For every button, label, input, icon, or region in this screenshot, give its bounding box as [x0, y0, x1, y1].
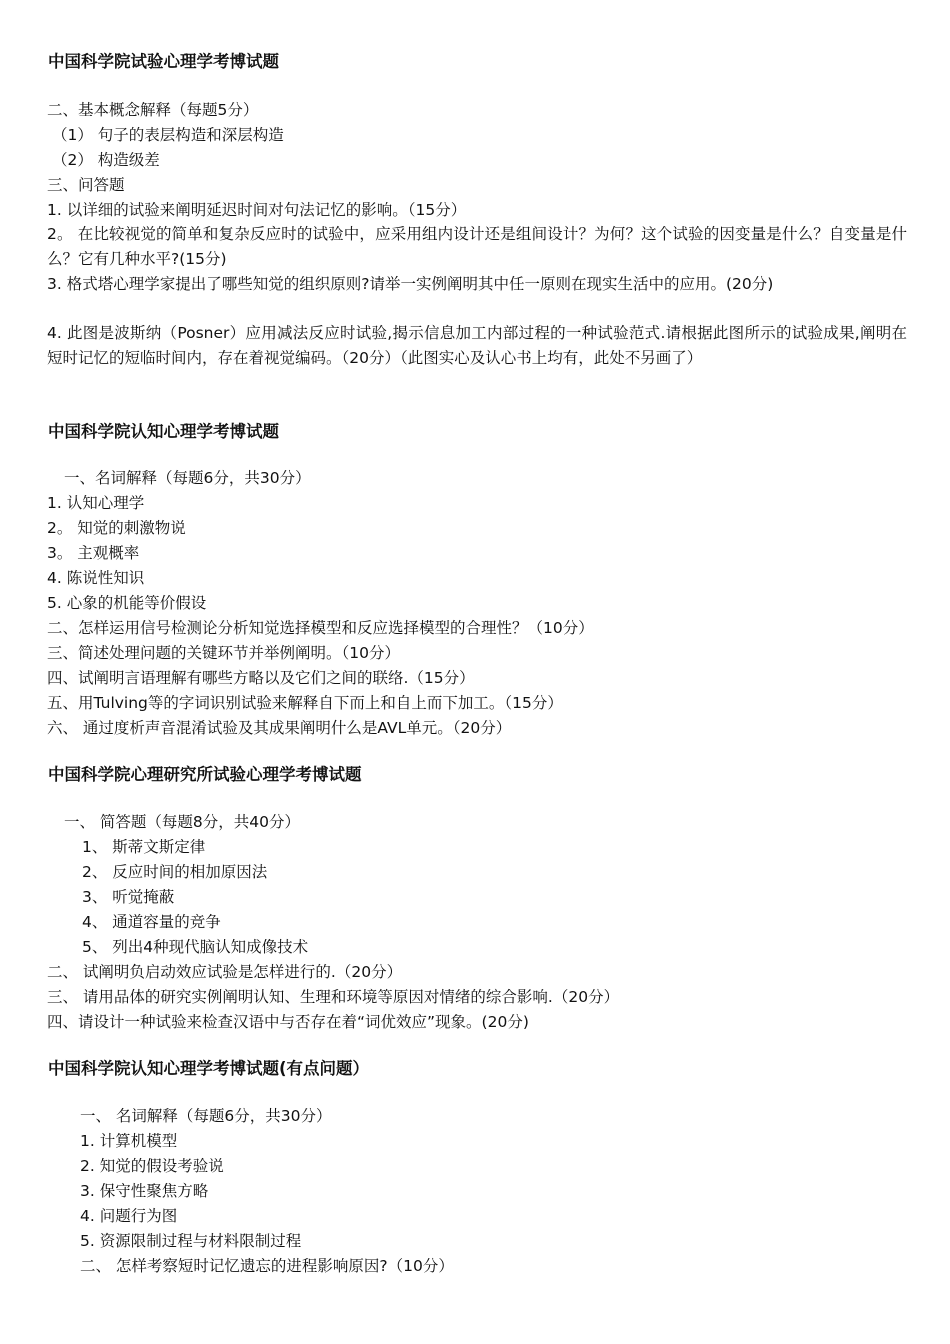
section-2-term-5: 5. 心象的机能等价假设 — [47, 594, 207, 612]
section-4-heading-1: 一、 名词解释（每题6分，共30分） — [80, 1107, 332, 1125]
section-1-question-4: 4. 此图是波斯纳（Posner）应用减法反应时试验,揭示信息加工内部过程的一种试验范式.请根据此图所示的试验成果,阐明在短时记忆的短临时间内，存在着视觉编码。（20分）（此图实心及认心书上均有，此处不另画了） — [47, 324, 907, 367]
section-4-term-2: 2. 知觉的假设考验说 — [80, 1157, 224, 1175]
section-4-term-4: 4. 问题行为图 — [80, 1207, 178, 1225]
section-3-question-4: 四、请设计一种试验来检查汉语中与否存在着“词优效应”现象。(20分) — [47, 1013, 529, 1031]
section-2-term-4: 4. 陈说性知识 — [47, 569, 145, 587]
section-3-question-3: 三、 请用品体的研究实例阐明认知、生理和环境等原因对情绪的综合影响.（20分） — [47, 988, 620, 1006]
section-1-question-1: 1. 以详细的试验来阐明延迟时间对句法记忆的影响。（15分） — [47, 201, 467, 219]
section-3-term-3: 3、 听觉掩蔽 — [82, 888, 175, 906]
section-3-term-5: 5、 列出4种现代脑认知成像技术 — [82, 938, 309, 956]
section-2-term-2: 2。 知觉的刺激物说 — [47, 519, 186, 537]
section-3-heading-1: 一、 简答题（每题8分，共40分） — [64, 813, 301, 831]
section-2-question-4: 四、试阐明言语理解有哪些方略以及它们之间的联络.（15分） — [47, 669, 475, 687]
section-4-term-3: 3. 保守性聚焦方略 — [80, 1182, 209, 1200]
section-3-term-1: 1、 斯蒂文斯定律 — [82, 838, 206, 856]
section-1-concept-1: （1） 句子的表层构造和深层构造 — [52, 126, 284, 144]
section-1-question-3: 3. 格式塔心理学家提出了哪些知觉的组织原则?请举一实例阐明其中任一原则在现实生活中的应用。(20分) — [47, 275, 774, 293]
section-4-question-2: 二、 怎样考察短时记忆遗忘的进程影响原因?（10分） — [80, 1257, 454, 1275]
section-3-question-2: 二、 试阐明负启动效应试验是怎样进行的.（20分） — [47, 963, 403, 981]
section-1-heading-3: 三、问答题 — [47, 176, 125, 194]
section-3-term-4: 4、 通道容量的竞争 — [82, 913, 221, 931]
section-3-title: 中国科学院心理研究所试验心理学考博试题 — [48, 765, 362, 784]
section-2-question-5: 五、用Tulving等的字词识别试验来解释自下而上和自上而下加工。（15分） — [47, 694, 563, 712]
section-1-concept-2: （2） 构造级差 — [52, 151, 160, 169]
section-4-title: 中国科学院认知心理学考博试题(有点问题） — [48, 1059, 370, 1078]
section-2-question-3: 三、简述处理问题的关键环节并举例阐明。（10分） — [47, 644, 400, 662]
section-4-term-5: 5. 资源限制过程与材料限制过程 — [80, 1232, 302, 1250]
section-4-term-1: 1. 计算机模型 — [80, 1132, 178, 1150]
section-2-question-6: 六、 通过度析声音混淆试验及其成果阐明什么是AVL单元。（20分） — [47, 719, 512, 737]
section-2-title: 中国科学院认知心理学考博试题 — [48, 422, 279, 441]
section-2-term-1: 1. 认知心理学 — [47, 494, 145, 512]
section-2-term-3: 3。 主观概率 — [47, 544, 140, 562]
section-2-heading-1: 一、名词解释（每题6分，共30分） — [64, 469, 311, 487]
section-1-heading-2: 二、基本概念解释（每题5分） — [47, 101, 259, 119]
section-1-title: 中国科学院试验心理学考博试题 — [48, 52, 279, 71]
section-3-term-2: 2、 反应时间的相加原因法 — [82, 863, 268, 881]
section-2-question-2: 二、怎样运用信号检测论分析知觉选择模型和反应选择模型的合理性？（10分） — [47, 619, 594, 637]
section-1-question-2: 2。 在比较视觉的简单和复杂反应时的试验中，应采用组内设计还是组间设计？为何？这个试验的因变量是什么？自变量是什么？它有几种水平?(15分) — [47, 225, 907, 268]
